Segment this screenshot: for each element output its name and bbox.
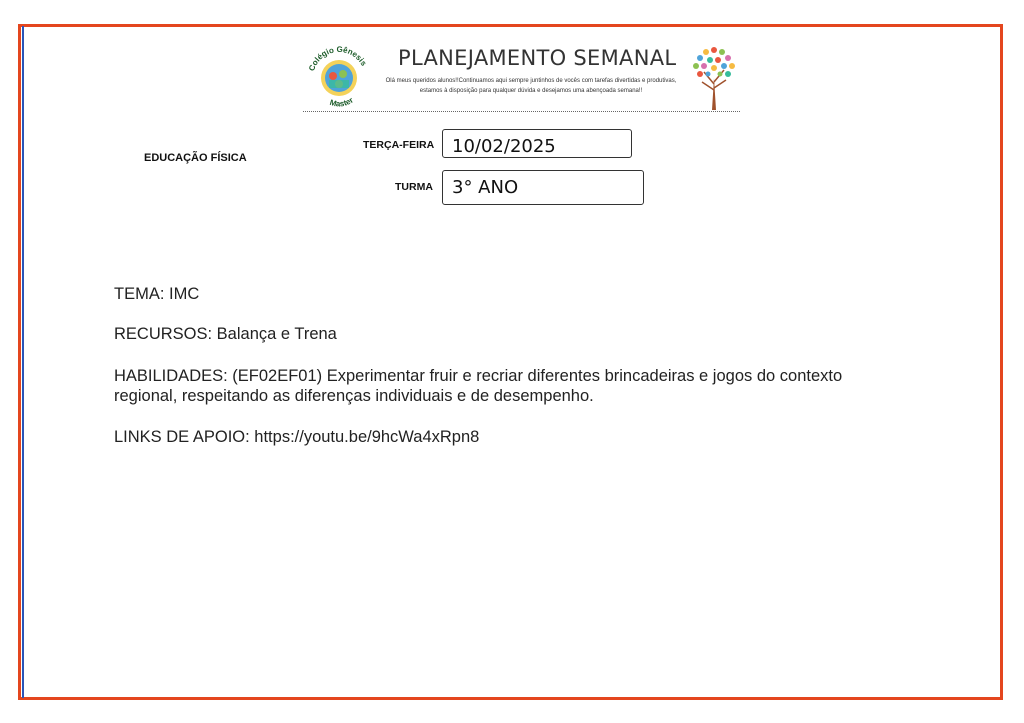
logo-text-top: Colégio Gênesis xyxy=(307,44,369,73)
page-frame xyxy=(18,24,1003,700)
habilidades-text: HABILIDADES: (EF02EF01) Experimentar fruir e recriar diferentes brincadeiras e jogos do contexto regional, respeitando as diferenças individuais e de desempenho. xyxy=(114,367,843,405)
page-title: PLANEJAMENTO SEMANAL xyxy=(398,46,677,70)
day-label: TERÇA-FEIRA xyxy=(363,139,435,151)
links-text: LINKS DE APOIO: https://youtu.be/9hcWa4xRpn8 xyxy=(114,428,480,446)
tema-text: TEMA: IMC xyxy=(114,285,200,303)
recursos-text: RECURSOS: Balança e Trena xyxy=(114,325,337,343)
page-subtitle: Olá meus queridos alunos!!Continuamos aqui sempre juntinhos de vocês com tarefas divertidas e produtivas, estamos à disposição para qualquer dúvida e desejamos uma abençoada semana!! xyxy=(385,78,677,94)
subject-label: EDUCAÇÃO FÍSICA xyxy=(144,152,247,164)
svg-text:Master xyxy=(329,96,355,109)
class-field: 3° ANO xyxy=(442,170,644,205)
school-logo-icon xyxy=(303,40,375,112)
tree-icon xyxy=(688,40,740,110)
logo-text-bottom: Master xyxy=(328,95,355,109)
date-field: 10/02/2025 xyxy=(442,129,632,158)
header-divider xyxy=(303,111,740,112)
accent-line xyxy=(22,26,24,698)
class-label: TURMA xyxy=(395,181,433,193)
